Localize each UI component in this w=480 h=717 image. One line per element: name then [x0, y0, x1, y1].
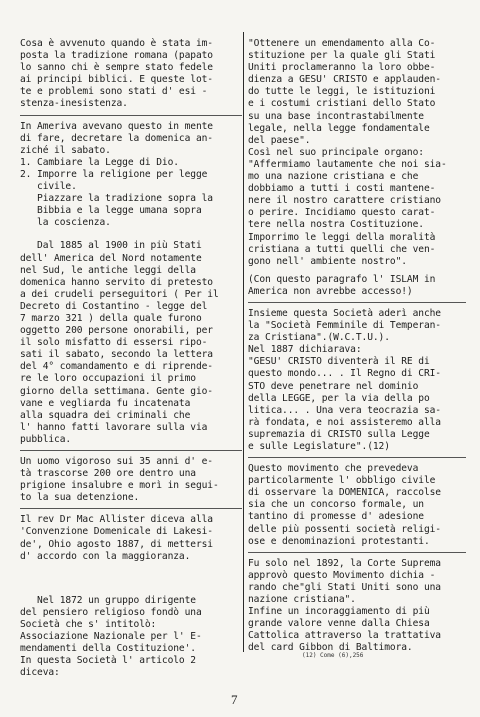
- paragraph: Fu solo nel 1892, la Corte Suprema approvò questo Movimento dichia - rando che"gli Stati Uniti sono una nazione cristiana". Infine un incoraggiamento di più grande valore venne dalla Chiesa Cattolica attraverso la trattativa del card Gibbon di Baltimora.: [248, 557, 441, 654]
- right-column: [248, 38, 466, 655]
- paragraph: Insieme questa Società aderì anche la "Società Femminile di Temperan- za Cristiana".(W.C.T.U.). Nel 1887 dichiarava: "GESU' CRISTO diventerà il RE di questo mondo... . Il Regno di CRI- STO deve penetrare nel dominio della LEGGE, per la via della po litica... . Una vera teocrazia sa- rà fondata, e noi assisteremo alla supremazia di CRISTO sulla Legge e sulle Legislature".(12): [248, 307, 441, 452]
- divider: [20, 508, 242, 509]
- paragraph: Cosa è avvenuto quando è stata im- posta la tradizione romana (papato lo sanno chi è sempre stato fedele ai principi biblici. E queste lot- te e problemi sono stati d' esi - stenza-inesistenza.: [20, 38, 213, 110]
- paragraph: Il rev Dr Mac Allister diceva alla 'Convenzione Domenicale di Lakesi- de', Ohio agosto 1887, di mettersi d' accordo con la maggioranza.: [20, 514, 213, 562]
- paragraph: Questo movimento che prevedeva particolarmente l' obbligo civile di osservare la DOMENICA, raccolse sia che un concorso formale, un tantino di promesse d' adesione delle più possenti società religi- ose e denominazioni protestanti.: [248, 463, 441, 547]
- paragraph: Nel 1872 un gruppo dirigente del pensiero religioso fondò una Società che s' intitolò: Associazione Nazionale per l' E- mendamenti della Costituzione'. In questa Società l' articolo 2 diceva:: [20, 594, 202, 679]
- paragraph: (Con questo paragrafo l' ISLAM in America non avrebbe accesso!): [248, 273, 436, 297]
- paragraph: In Ameriva avevano questo in mente di fare, decretare la domenica an- ziché il sabato. 1. Cambiare la Legge di Dio. 2. Imporre la religione per legge civile. Piazzare la tradizione sopra la Bibbia e la legge umana sopra la coscienza.: [20, 120, 213, 229]
- paragraph: Dal 1885 al 1900 in più Stati dell' America del Nord notamente nel Sud, le antiche leggi della domenica hanno servito di pretesto a dei crudeli perseguitori ( Per il Decreto di Costantino - legge del 7 marzo 321 ) della quale furono oggetto 200 persone onorabili, per il solo misfatto di essersi ripo- sati il sabato, secondo la lettera del 4° comandamento e di riprende- re le loro occupazioni il primo giorno della settimana. Gente gio- vane e vegliarda fu incatenata alla squadra dei criminali che l' hanno fatti lavorare sulla via pubblica.: [20, 240, 219, 445]
- page-number: 7: [231, 692, 238, 707]
- footnote: (12) Come (6),256: [302, 652, 364, 659]
- left-column: [20, 38, 242, 679]
- paragraph: Così nel suo principale organo: "Affermiamo lautamente che noi sia- mo una nazione cristiana e che dobbiamo a tutti i costi mantene- nere il nostro carattere cristiano o perire. Incidiamo questo carat- tere nella nostra Costituzione. Imporrimo le leggi della moralità cristiana a tutti quelli che ven- gono nell' ambiente nostro".: [248, 146, 447, 267]
- divider: [248, 302, 466, 303]
- divider: [248, 552, 466, 553]
- divider: [20, 115, 242, 116]
- paragraph: Un uomo vigoroso sui 35 anni d' e- tà trascorse 200 ore dentro una prigione insalubre e morì in segui- to la sua detenzione.: [20, 456, 219, 504]
- paragraph: "Ottenere un emendamento alla Co- stituzione per la quale gli Stati Uniti proclameranno la loro obbe- dienza a GESU' CRISTO e applauden- do tutte le leggi, le istituzioni e i costumi cristiani dello Stato su una base incontrastabilmente legale, nella legge fondamentale del paese".: [248, 38, 441, 146]
- divider: [20, 450, 242, 451]
- column-divider: [243, 32, 244, 652]
- divider: [248, 457, 466, 458]
